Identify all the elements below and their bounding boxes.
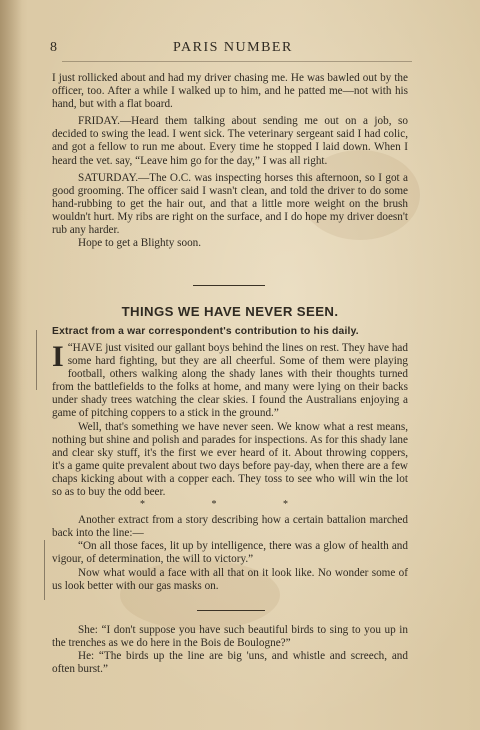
article-heading: THINGS WE HAVE NEVER SEEN.	[121, 304, 339, 319]
article-subheading: Extract from a war correspondent's contribution to his daily.	[52, 326, 359, 337]
diary-paragraph: I just rollicked about and had my driver chasing me. He was bawled out by the officer, too. After a while I walked up to him, and he patted me—not with his hand, but with a flat board.	[52, 72, 408, 111]
first-paragraph-text: HAVE just visited our gallant boys behind the lines on rest. They have had some hard fighting, but they are all cheerful. Some of them were playing football, others walking along the shady lanes with their thoughts turned from the battlefields to the folks at home, and many were lying on their backs under shady trees watching the clear skies. I found the Australians enjoying a game of pitching coppers to a stick in the ground.”	[52, 342, 408, 420]
dialogue-joke	[52, 624, 408, 676]
asterisk-break: * * *	[140, 499, 320, 511]
opening-quote: “	[67, 342, 73, 354]
running-title: PARIS NUMBER	[173, 40, 293, 55]
running-header	[0, 40, 480, 60]
dialogue-line-he: He: “The birds up the line are big 'uns, and whistle and screech, and often burst.”	[52, 650, 408, 676]
diary-paragraph-friday: FRIDAY.—Heard them talking about sending me out on a job, so decided to swing the lead. I went sick. The veterinary sergeant said I had colic, and got a fellow to run me about. Every time he stopped I laid down. When I heard the vet. say, “Leave him go for the day,” I was all right.	[52, 115, 408, 167]
pencil-margin-mark	[44, 540, 45, 600]
article-paragraph: Well, that's something we have never seen. We know what a rest means, nothing but shine and polish and parades for inspections. As for this shady lane and clear sky stuff, it's the first we ever heard of it. About throwing coppers, it's a game quite prevalent about two days before pay-day, when there are a few chaps kicking about with a copper each. They toss to see who will win the lot so as to buy the odd beer.	[52, 420, 408, 499]
article-body	[52, 342, 408, 593]
header-rule	[62, 61, 412, 62]
page-number: 8	[50, 40, 58, 55]
section-divider	[197, 610, 265, 611]
section-divider	[193, 285, 265, 286]
article-first-paragraph	[52, 342, 408, 421]
binding-shadow	[0, 0, 22, 730]
dialogue-line-she: She: “I don't suppose you have such beautiful birds to sing to you up in the trenches as we do here in the Bois de Boulogne?”	[52, 624, 408, 650]
diary-paragraph-closing: Hope to get a Blighty soon.	[78, 237, 202, 250]
drop-cap: I	[52, 340, 64, 373]
article-paragraph: Now what would a face with all that on it look like. No wonder some of us look better with our gas masks on.	[52, 566, 408, 592]
diary-paragraph-saturday: SATURDAY.—The O.C. was inspecting horses this afternoon, so I got a good grooming. The officer said I wasn't clean, and told the driver to do some hand-rubbing to get the hair out, and that a little more weight on the brush wouldn't hurt. My ribs are right on the surface, and I do hope my driver doesn't rub any harder.	[52, 171, 408, 237]
pencil-margin-mark	[36, 330, 37, 390]
article-quote-paragraph: “On all those faces, lit up by intelligence, there was a glow of health and vigour, of determination, the will to victory.”	[52, 540, 408, 566]
article-paragraph: Another extract from a story describing how a certain battalion marched back into the line:—	[52, 514, 408, 540]
diary-continuation	[52, 72, 408, 250]
